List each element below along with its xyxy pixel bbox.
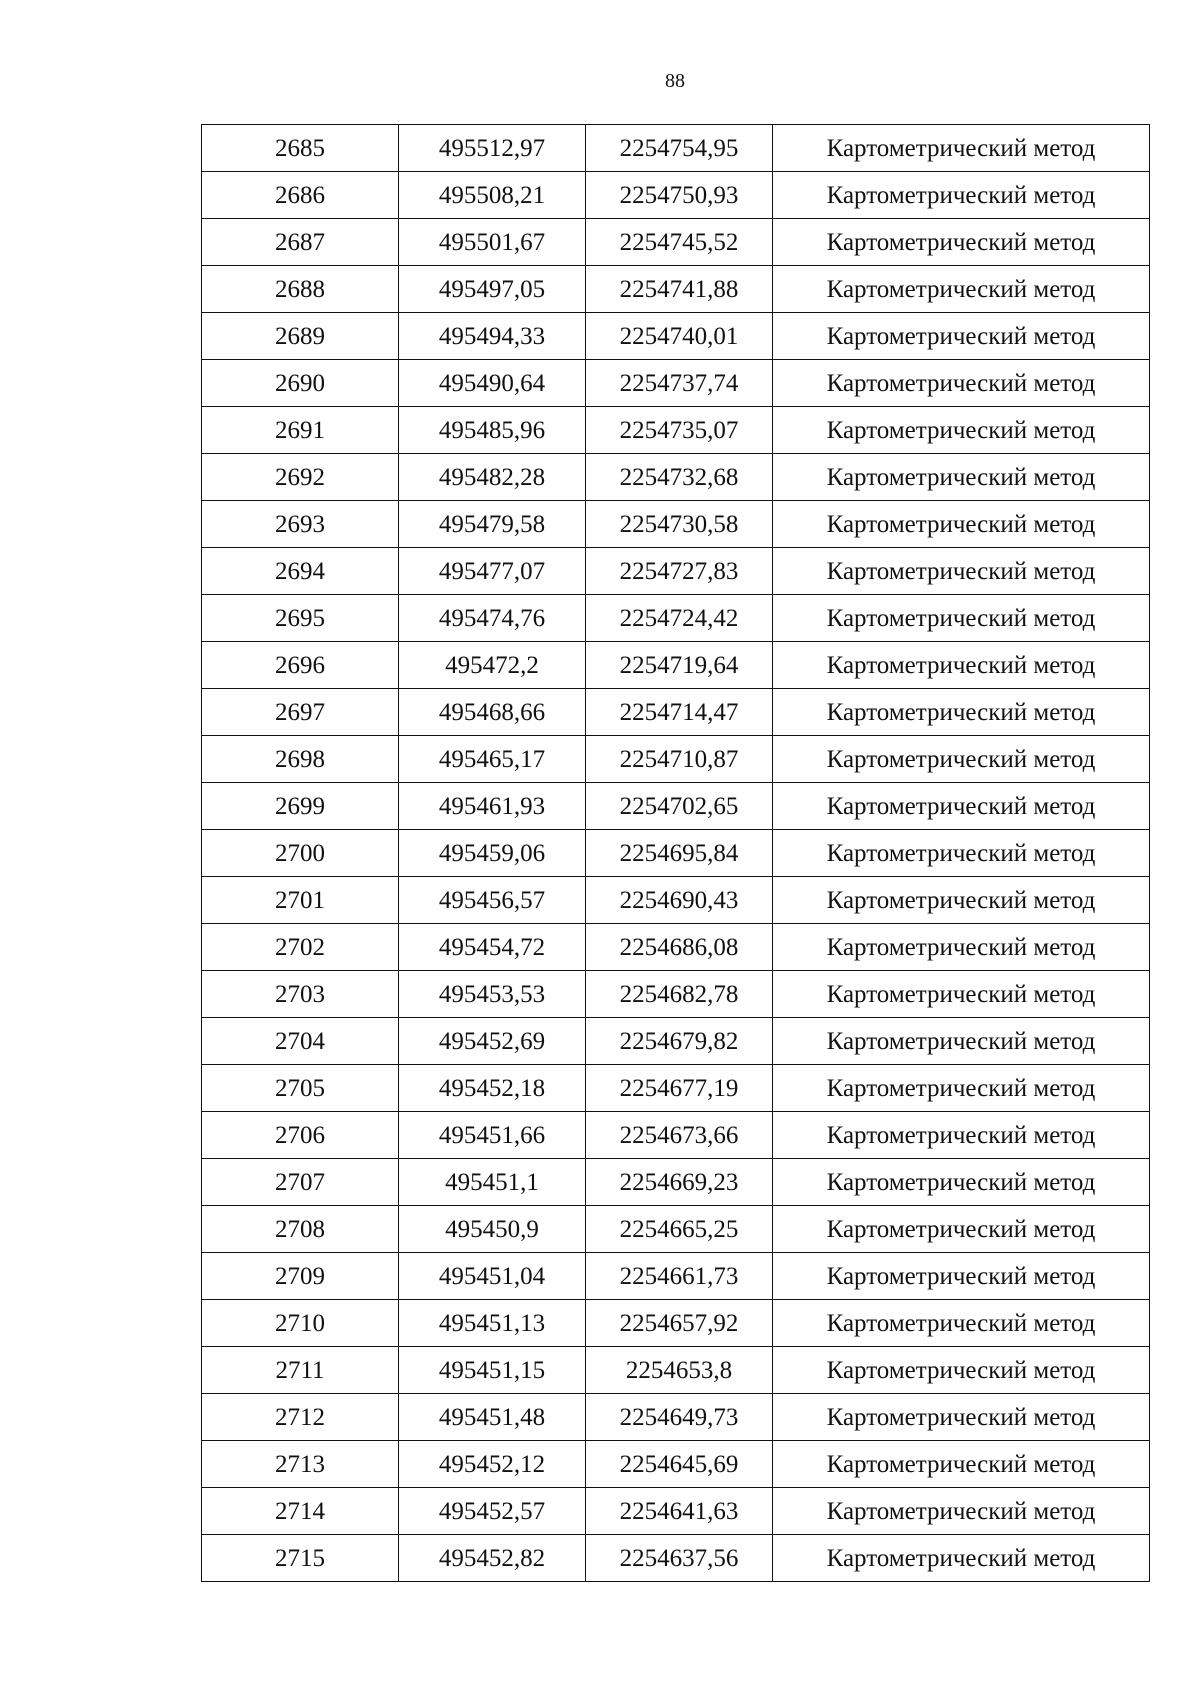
x-coordinate-cell: 495453,53 <box>399 971 586 1018</box>
method-cell: Картометрический метод <box>773 736 1150 783</box>
table-row <box>202 642 1150 689</box>
point-number-cell: 2709 <box>202 1253 399 1300</box>
method-cell: Картометрический метод <box>773 689 1150 736</box>
point-number-cell: 2694 <box>202 548 399 595</box>
coordinates-table <box>201 124 1150 1582</box>
point-number-cell: 2704 <box>202 1018 399 1065</box>
y-coordinate-cell: 2254665,25 <box>586 1206 773 1253</box>
point-number-cell: 2702 <box>202 924 399 971</box>
point-number-cell: 2697 <box>202 689 399 736</box>
method-cell: Картометрический метод <box>773 1112 1150 1159</box>
y-coordinate-cell: 2254661,73 <box>586 1253 773 1300</box>
y-coordinate-cell: 2254702,65 <box>586 783 773 830</box>
y-coordinate-cell: 2254686,08 <box>586 924 773 971</box>
y-coordinate-cell: 2254745,52 <box>586 219 773 266</box>
x-coordinate-cell: 495512,97 <box>399 125 586 172</box>
point-number-cell: 2712 <box>202 1394 399 1441</box>
y-coordinate-cell: 2254690,43 <box>586 877 773 924</box>
method-cell: Картометрический метод <box>773 1018 1150 1065</box>
point-number-cell: 2705 <box>202 1065 399 1112</box>
x-coordinate-cell: 495490,64 <box>399 360 586 407</box>
x-coordinate-cell: 495454,72 <box>399 924 586 971</box>
y-coordinate-cell: 2254740,01 <box>586 313 773 360</box>
x-coordinate-cell: 495468,66 <box>399 689 586 736</box>
y-coordinate-cell: 2254710,87 <box>586 736 773 783</box>
table-row <box>202 595 1150 642</box>
y-coordinate-cell: 2254732,68 <box>586 454 773 501</box>
x-coordinate-cell: 495459,06 <box>399 830 586 877</box>
method-cell: Картометрический метод <box>773 642 1150 689</box>
method-cell: Картометрический метод <box>773 1535 1150 1582</box>
point-number-cell: 2706 <box>202 1112 399 1159</box>
point-number-cell: 2711 <box>202 1347 399 1394</box>
x-coordinate-cell: 495452,69 <box>399 1018 586 1065</box>
table-row <box>202 1159 1150 1206</box>
method-cell: Картометрический метод <box>773 1347 1150 1394</box>
point-number-cell: 2690 <box>202 360 399 407</box>
x-coordinate-cell: 495501,67 <box>399 219 586 266</box>
point-number-cell: 2695 <box>202 595 399 642</box>
table-row <box>202 1065 1150 1112</box>
table-row <box>202 548 1150 595</box>
point-number-cell: 2686 <box>202 172 399 219</box>
point-number-cell: 2687 <box>202 219 399 266</box>
y-coordinate-cell: 2254679,82 <box>586 1018 773 1065</box>
y-coordinate-cell: 2254754,95 <box>586 125 773 172</box>
x-coordinate-cell: 495472,2 <box>399 642 586 689</box>
table-row <box>202 1535 1150 1582</box>
table-row <box>202 736 1150 783</box>
x-coordinate-cell: 495474,76 <box>399 595 586 642</box>
x-coordinate-cell: 495450,9 <box>399 1206 586 1253</box>
point-number-cell: 2714 <box>202 1488 399 1535</box>
method-cell: Картометрический метод <box>773 548 1150 595</box>
x-coordinate-cell: 495461,93 <box>399 783 586 830</box>
method-cell: Картометрический метод <box>773 1441 1150 1488</box>
y-coordinate-cell: 2254641,63 <box>586 1488 773 1535</box>
point-number-cell: 2698 <box>202 736 399 783</box>
table-row <box>202 219 1150 266</box>
table-row <box>202 1253 1150 1300</box>
point-number-cell: 2688 <box>202 266 399 313</box>
table-row <box>202 313 1150 360</box>
y-coordinate-cell: 2254719,64 <box>586 642 773 689</box>
method-cell: Картометрический метод <box>773 172 1150 219</box>
y-coordinate-cell: 2254645,69 <box>586 1441 773 1488</box>
x-coordinate-cell: 495465,17 <box>399 736 586 783</box>
x-coordinate-cell: 495451,15 <box>399 1347 586 1394</box>
method-cell: Картометрический метод <box>773 266 1150 313</box>
point-number-cell: 2713 <box>202 1441 399 1488</box>
x-coordinate-cell: 495452,57 <box>399 1488 586 1535</box>
method-cell: Картометрический метод <box>773 313 1150 360</box>
table-row <box>202 266 1150 313</box>
method-cell: Картометрический метод <box>773 219 1150 266</box>
method-cell: Картометрический метод <box>773 1300 1150 1347</box>
method-cell: Картометрический метод <box>773 971 1150 1018</box>
x-coordinate-cell: 495452,12 <box>399 1441 586 1488</box>
y-coordinate-cell: 2254695,84 <box>586 830 773 877</box>
table-row <box>202 407 1150 454</box>
table-row <box>202 360 1150 407</box>
x-coordinate-cell: 495482,28 <box>399 454 586 501</box>
method-cell: Картометрический метод <box>773 830 1150 877</box>
x-coordinate-cell: 495451,48 <box>399 1394 586 1441</box>
x-coordinate-cell: 495494,33 <box>399 313 586 360</box>
table-row <box>202 1488 1150 1535</box>
method-cell: Картометрический метод <box>773 1488 1150 1535</box>
method-cell: Картометрический метод <box>773 924 1150 971</box>
table-row <box>202 1112 1150 1159</box>
x-coordinate-cell: 495477,07 <box>399 548 586 595</box>
point-number-cell: 2701 <box>202 877 399 924</box>
table-row <box>202 1347 1150 1394</box>
y-coordinate-cell: 2254677,19 <box>586 1065 773 1112</box>
method-cell: Картометрический метод <box>773 407 1150 454</box>
x-coordinate-cell: 495508,21 <box>399 172 586 219</box>
x-coordinate-cell: 495452,82 <box>399 1535 586 1582</box>
x-coordinate-cell: 495451,1 <box>399 1159 586 1206</box>
point-number-cell: 2707 <box>202 1159 399 1206</box>
y-coordinate-cell: 2254727,83 <box>586 548 773 595</box>
method-cell: Картометрический метод <box>773 1253 1150 1300</box>
y-coordinate-cell: 2254669,23 <box>586 1159 773 1206</box>
table-row <box>202 501 1150 548</box>
y-coordinate-cell: 2254750,93 <box>586 172 773 219</box>
method-cell: Картометрический метод <box>773 454 1150 501</box>
x-coordinate-cell: 495456,57 <box>399 877 586 924</box>
x-coordinate-cell: 495451,04 <box>399 1253 586 1300</box>
point-number-cell: 2689 <box>202 313 399 360</box>
point-number-cell: 2715 <box>202 1535 399 1582</box>
x-coordinate-cell: 495497,05 <box>399 266 586 313</box>
y-coordinate-cell: 2254682,78 <box>586 971 773 1018</box>
x-coordinate-cell: 495485,96 <box>399 407 586 454</box>
y-coordinate-cell: 2254714,47 <box>586 689 773 736</box>
point-number-cell: 2692 <box>202 454 399 501</box>
table-row <box>202 172 1150 219</box>
y-coordinate-cell: 2254649,73 <box>586 1394 773 1441</box>
method-cell: Картометрический метод <box>773 125 1150 172</box>
point-number-cell: 2693 <box>202 501 399 548</box>
y-coordinate-cell: 2254741,88 <box>586 266 773 313</box>
table-row <box>202 783 1150 830</box>
table-row <box>202 689 1150 736</box>
y-coordinate-cell: 2254730,58 <box>586 501 773 548</box>
y-coordinate-cell: 2254737,74 <box>586 360 773 407</box>
point-number-cell: 2700 <box>202 830 399 877</box>
table-row <box>202 1018 1150 1065</box>
method-cell: Картометрический метод <box>773 783 1150 830</box>
point-number-cell: 2710 <box>202 1300 399 1347</box>
point-number-cell: 2696 <box>202 642 399 689</box>
point-number-cell: 2703 <box>202 971 399 1018</box>
method-cell: Картометрический метод <box>773 1159 1150 1206</box>
method-cell: Картометрический метод <box>773 501 1150 548</box>
table-row <box>202 924 1150 971</box>
point-number-cell: 2699 <box>202 783 399 830</box>
x-coordinate-cell: 495452,18 <box>399 1065 586 1112</box>
table-row <box>202 454 1150 501</box>
table-row <box>202 830 1150 877</box>
method-cell: Картометрический метод <box>773 1206 1150 1253</box>
method-cell: Картометрический метод <box>773 360 1150 407</box>
y-coordinate-cell: 2254637,56 <box>586 1535 773 1582</box>
table-row <box>202 971 1150 1018</box>
table-row <box>202 1206 1150 1253</box>
method-cell: Картометрический метод <box>773 877 1150 924</box>
y-coordinate-cell: 2254724,42 <box>586 595 773 642</box>
point-number-cell: 2685 <box>202 125 399 172</box>
y-coordinate-cell: 2254735,07 <box>586 407 773 454</box>
page-number-text: 88 <box>665 70 685 92</box>
y-coordinate-cell: 2254657,92 <box>586 1300 773 1347</box>
table-row <box>202 1300 1150 1347</box>
x-coordinate-cell: 495479,58 <box>399 501 586 548</box>
method-cell: Картометрический метод <box>773 1065 1150 1112</box>
y-coordinate-cell: 2254673,66 <box>586 1112 773 1159</box>
point-number-cell: 2691 <box>202 407 399 454</box>
point-number-cell: 2708 <box>202 1206 399 1253</box>
method-cell: Картометрический метод <box>773 1394 1150 1441</box>
table-row <box>202 125 1150 172</box>
method-cell: Картометрический метод <box>773 595 1150 642</box>
x-coordinate-cell: 495451,13 <box>399 1300 586 1347</box>
x-coordinate-cell: 495451,66 <box>399 1112 586 1159</box>
coordinates-table-body <box>202 125 1150 1582</box>
y-coordinate-cell: 2254653,8 <box>586 1347 773 1394</box>
table-row <box>202 1441 1150 1488</box>
table-row <box>202 1394 1150 1441</box>
table-row <box>202 877 1150 924</box>
